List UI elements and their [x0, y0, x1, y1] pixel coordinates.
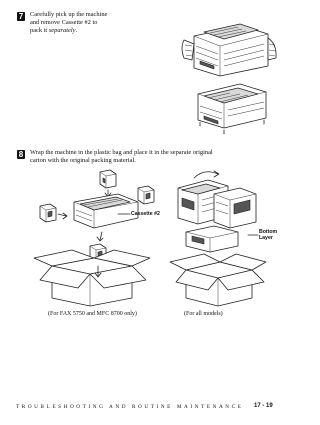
cassette-packing-illustration — [30, 166, 158, 306]
bottom-layer-label-line-2: Layer — [259, 235, 273, 241]
cassette-label: Cassette #2 — [131, 211, 160, 217]
step-7-line-2: and remove Cassette #2 to — [30, 19, 98, 27]
step-7-number: 7 — [18, 12, 24, 21]
right-caption: (For all models) — [184, 311, 223, 317]
step-7-line-1: Carefully pick up the machine — [30, 11, 108, 18]
left-caption: (For FAX 5750 and MFC 8700 only) — [48, 311, 137, 317]
footer-page-number: 17 - 19 — [254, 403, 273, 409]
step-7-line-3-prefix: pack it — [30, 27, 49, 35]
step-8-line-1: Wrap the machine in the plastic bag and place it in the separate original — [30, 149, 213, 156]
machine-lift-illustration — [180, 14, 280, 142]
cassette-leader-line — [118, 212, 132, 216]
step-7-line-3 — [30, 27, 170, 35]
step-8-instructions — [30, 149, 290, 165]
step-7-instructions — [30, 11, 170, 36]
bottom-layer-label — [259, 229, 277, 241]
bottom-layer-label-line-1: Bottom — [259, 229, 278, 235]
step-7-emphasis: separately — [48, 27, 76, 35]
step-8-line-2: carton with the original packing material. — [30, 157, 136, 165]
footer-section-title: TROUBLESHOOTING AND ROUTINE MAINTENANCE — [16, 404, 244, 410]
step-8-number: 8 — [18, 150, 24, 159]
step-7-line-3-suffix: . — [75, 27, 78, 35]
